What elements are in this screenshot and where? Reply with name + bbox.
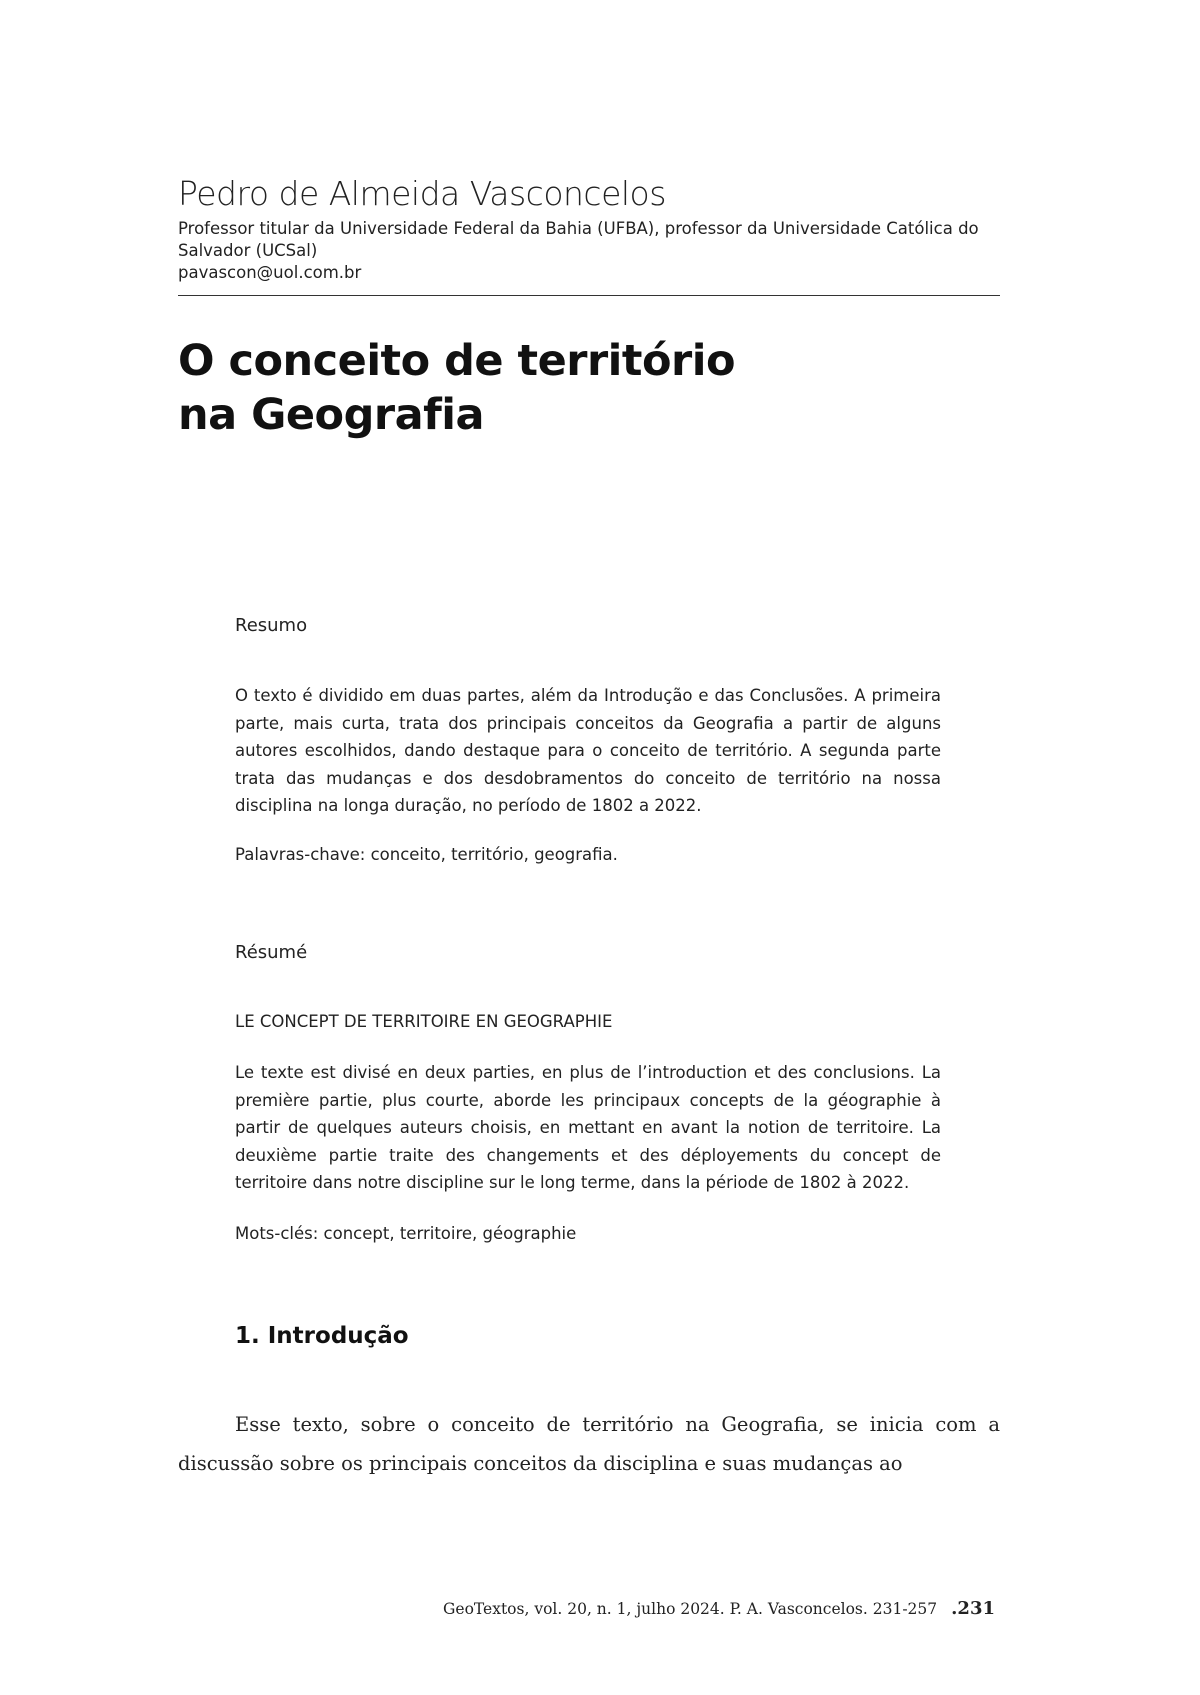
article-title	[178, 334, 1000, 442]
abstract-fr-text: Le texte est divisé en deux parties, en plus de l’introduction et des conclusions. La première partie, plus courte, aborde les principaux concepts de la géographie à partir de quelques auteurs choisis, en mettant en avant la notion de territoire. La deuxième partie traite des changements et des déployements du concept de territoire dans notre discipline sur le long terme, dans la période de 1802 à 2022.	[235, 1063, 941, 1192]
author-name: Pedro de Almeida Vasconcelos	[178, 174, 666, 213]
author-block	[178, 174, 1000, 284]
abstract-fr-title: LE CONCEPT DE TERRITOIRE EN GEOGRAPHIE	[235, 1012, 613, 1031]
author-affiliation: Professor titular da Universidade Federal da Bahia (UFBA), professor da Universidade Católica do Salvador (UCSal)	[178, 219, 979, 260]
footer-citation: GeoTextos, vol. 20, n. 1, julho 2024. P. A. Vasconcelos. 231-257	[443, 1600, 938, 1618]
body-paragraph: Esse texto, sobre o conceito de território na Geografia, se inicia com a discussão sobre os principais conceitos da disciplina e suas mudanças ao	[178, 1413, 1000, 1475]
page-footer	[443, 1598, 995, 1619]
abstract-fr-heading: Résumé	[235, 942, 308, 963]
abstract-fr-keywords: Mots-clés: concept, territoire, géographie	[235, 1224, 577, 1243]
abstract-pt-heading: Resumo	[235, 615, 308, 636]
article-title-line-2: na Geografia	[178, 390, 485, 440]
abstract-pt-text: O texto é dividido em duas partes, além da Introdução e das Conclusões. A primeira parte, mais curta, trata dos principais conceitos da Geografia a partir de alguns autores escolhidos, dando destaque para o conceito de território. A segunda parte trata das mudanças e dos desdobramentos do conceito de território na nossa disciplina na longa duração, no período de 1802 a 2022.	[235, 686, 941, 815]
abstract-pt-keywords: Palavras-chave: conceito, território, geografia.	[235, 845, 618, 864]
header-divider	[178, 295, 1000, 296]
page-number: .231	[951, 1598, 995, 1619]
section-heading: 1. Introdução	[235, 1323, 409, 1349]
article-title-line-1: O conceito de território	[178, 336, 735, 386]
author-email: pavascon@uol.com.br	[178, 263, 362, 282]
